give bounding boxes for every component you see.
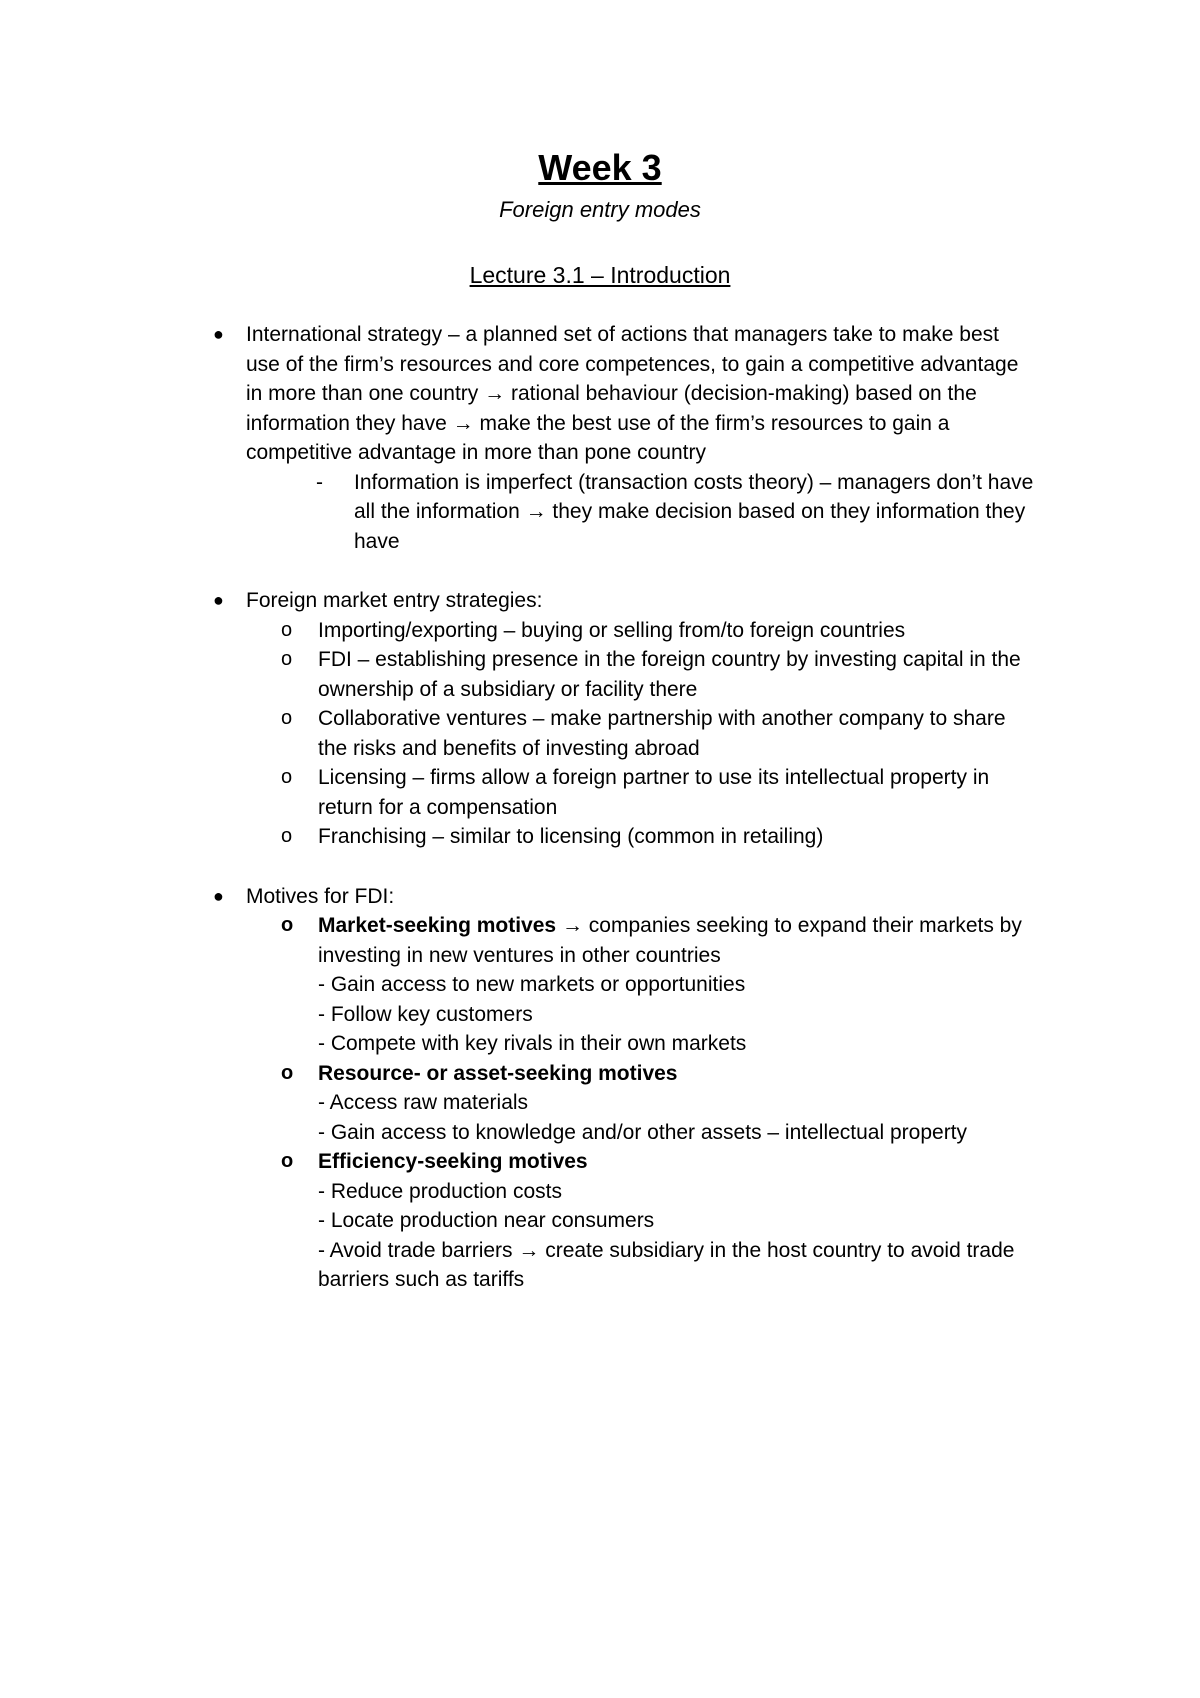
bullet-marker: ● bbox=[213, 590, 224, 610]
list-item bbox=[0, 704, 1200, 763]
arrow-icon: → bbox=[561, 914, 583, 937]
list-item-text: Licensing – firms allow a foreign partner to use its intellectual property in return for a compensation bbox=[318, 766, 990, 819]
bullet-international-strategy bbox=[0, 320, 1200, 468]
bullet-text: Motives for FDI: bbox=[246, 884, 395, 908]
dash-marker: - bbox=[316, 470, 323, 494]
motive-efficiency-seeking bbox=[0, 1147, 1200, 1177]
list-item bbox=[0, 1177, 1200, 1207]
list-item bbox=[0, 1029, 1200, 1059]
list-item bbox=[0, 1088, 1200, 1118]
motive-description: companies seeking to expand their markets by investing in new ventures in other countries bbox=[318, 914, 1022, 967]
list-item bbox=[0, 763, 1200, 822]
list-item bbox=[0, 1000, 1200, 1030]
bullet-entry-strategies bbox=[0, 586, 1200, 616]
bullet-text: International strategy – a planned set of actions that managers take to make best use of the firm’s resources and core competences, to gain a competitive advantage in more than one country → rational behaviour (decision-making) based on the information they have → make the best use of the firm’s resources to gain a competitive advantage in more than pone country bbox=[246, 323, 1019, 464]
motive-market-seeking bbox=[0, 911, 1200, 970]
list-item-text: Importing/exporting – buying or selling from/to foreign countries bbox=[318, 618, 906, 642]
circle-marker: o bbox=[281, 914, 294, 936]
dash-item-information bbox=[0, 468, 1200, 557]
list-item bbox=[0, 645, 1200, 704]
notes-body bbox=[0, 320, 1200, 1295]
circle-marker: o bbox=[281, 766, 293, 788]
bullet-motives-fdi bbox=[0, 882, 1200, 912]
list-item bbox=[0, 1118, 1200, 1148]
list-item bbox=[0, 822, 1200, 852]
bullet-text: Foreign market entry strategies: bbox=[246, 589, 543, 612]
page-subtitle: Foreign entry modes bbox=[499, 197, 701, 222]
lecture-heading: Lecture 3.1 – Introduction bbox=[469, 262, 731, 288]
sub-point: - Avoid trade barriers → create subsidiary in the host country to avoid trade barriers such as tariffs bbox=[318, 1238, 1015, 1291]
motive-resource-seeking bbox=[0, 1059, 1200, 1089]
motive-text bbox=[318, 911, 1040, 970]
sub-point: - Gain access to knowledge and/or other assets – intellectual property bbox=[318, 1120, 968, 1144]
circle-marker: o bbox=[281, 1061, 294, 1084]
list-item bbox=[0, 616, 1200, 646]
circle-marker: o bbox=[281, 707, 293, 729]
list-item bbox=[0, 1236, 1200, 1295]
sub-point: - Access raw materials bbox=[318, 1091, 529, 1114]
list-item bbox=[0, 1206, 1200, 1236]
list-item-text: Collaborative ventures – make partnership with another company to share the risks and benefits of investing abroad bbox=[318, 707, 1006, 760]
bullet-marker: ● bbox=[213, 324, 224, 344]
sub-point: - Locate production near consumers bbox=[318, 1209, 655, 1232]
list-item-text: Franchising – similar to licensing (common in retailing) bbox=[318, 825, 824, 848]
list-item-text: FDI – establishing presence in the foreign country by investing capital in the ownership of a subsidiary or facility there bbox=[318, 648, 1021, 701]
circle-marker: o bbox=[281, 825, 293, 847]
bullet-marker: ● bbox=[213, 885, 224, 906]
circle-marker: o bbox=[281, 648, 293, 670]
sub-point: - Gain access to new markets or opportunities bbox=[318, 973, 746, 996]
motive-heading: Efficiency-seeking motives bbox=[318, 1150, 588, 1173]
circle-marker: o bbox=[281, 1150, 294, 1172]
list-item bbox=[0, 970, 1200, 1000]
dash-item-text: Information is imperfect (transaction costs theory) – managers don’t have all the information → they make decision based on they information they have bbox=[354, 470, 1034, 553]
page-title: Week 3 bbox=[538, 147, 662, 188]
motive-heading: Resource- or asset-seeking motives bbox=[318, 1061, 678, 1085]
sub-point: - Reduce production costs bbox=[318, 1179, 562, 1203]
motive-heading: Market-seeking motives bbox=[318, 914, 557, 937]
circle-marker: o bbox=[281, 618, 293, 641]
sub-point: - Compete with key rivals in their own markets bbox=[318, 1032, 747, 1055]
sub-point: - Follow key customers bbox=[318, 1002, 533, 1026]
